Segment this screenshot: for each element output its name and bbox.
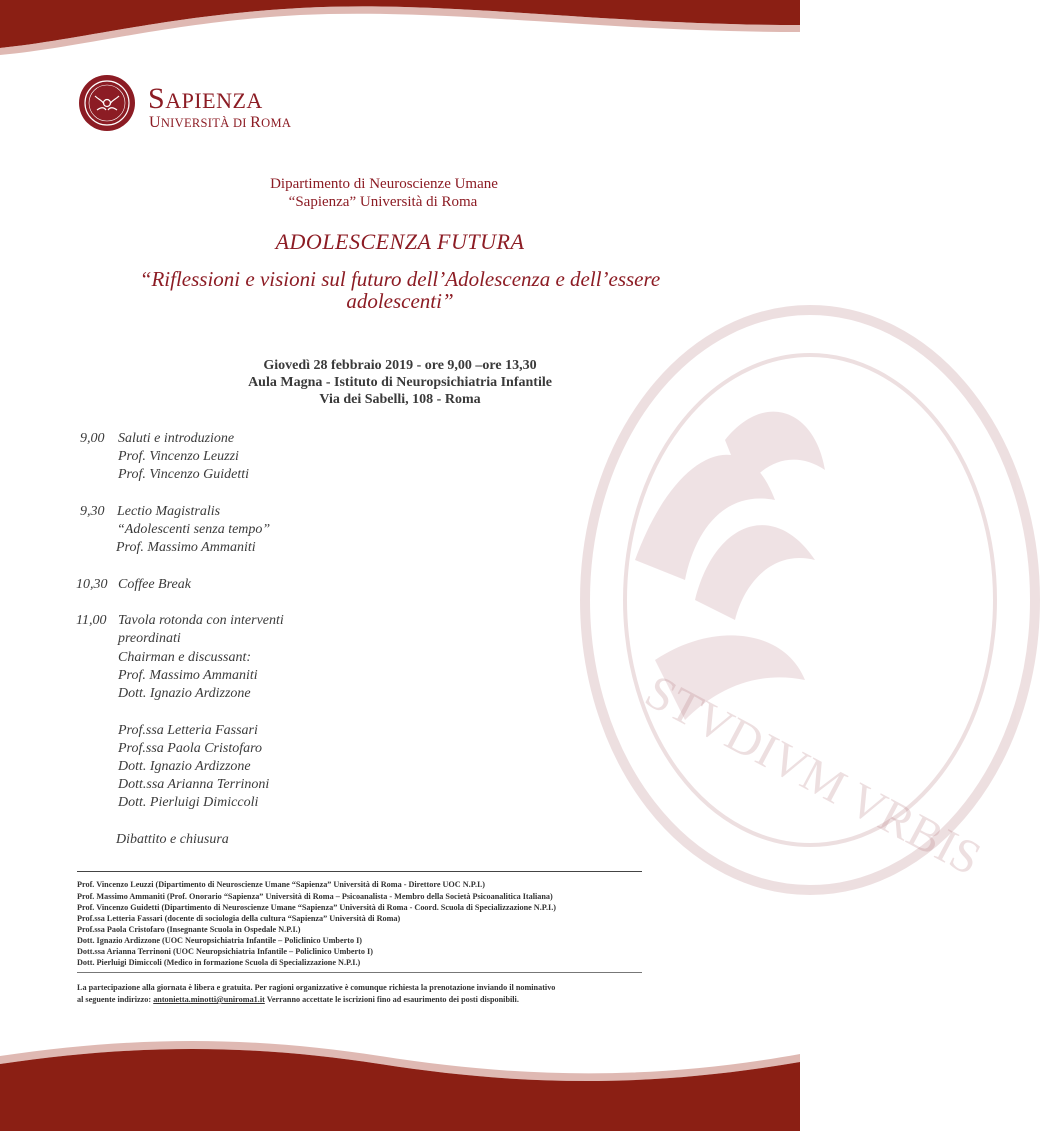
bottom-wave-decoration [0, 1026, 800, 1131]
event-datetime: Giovedì 28 febbraio 2019 - ore 9,00 –ore 13,30 [263, 358, 537, 373]
session-1-speaker-1: Prof. Vincenzo Leuzzi [118, 449, 239, 464]
separator-line-2 [77, 972, 642, 973]
registration-note [77, 982, 657, 1006]
event-title: ADOLESCENZA FUTURA [275, 229, 525, 254]
department-line1: Dipartimento di Neuroscienze Umane [270, 176, 498, 192]
session-4-chair-2: Dott. Ignazio Ardizzone [118, 686, 251, 701]
session-4-time: 11,00 [76, 613, 107, 628]
department-line2: “Sapienza” Università di Roma [288, 194, 478, 210]
logo-subtitle [149, 114, 291, 132]
event-subtitle-line2: adolescenti” [346, 289, 454, 313]
event-subtitle-line1: “Riflessioni e visioni sul futuro dell’Adolescenza e dell’essere [139, 267, 661, 291]
logo-subtitle-initial2: R [250, 114, 262, 131]
footnote-3: Prof. Vincenzo Guidetti (Dipartimento di Neuroscienze Umane “Sapienza” Università di Roma - Coord. Scuola di Specializzazione N.P.I.) [77, 903, 557, 912]
event-subtitle [100, 268, 700, 312]
separator-line [77, 871, 642, 872]
session-1-time: 9,00 [80, 431, 105, 446]
logo-name [148, 82, 263, 116]
registration-note-pre: al seguente indirizzo: [77, 995, 152, 1004]
footnote-2: Prof. Massimo Ammaniti (Prof. Onorario “Sapienza” Università di Roma – Psicoanalista - Membro della Società Psicoanalitica Italiana) [77, 892, 553, 901]
session-2-speaker: Prof. Massimo Ammaniti [116, 540, 256, 555]
footnote-4: Prof.ssa Letteria Fassari (docente di sociologia della cultura “Sapienza” Università di Roma) [77, 914, 401, 923]
logo-subtitle-rest: NIVERSITÀ DI [160, 116, 251, 130]
watermark-text: STVDIVM VRBIS [636, 664, 990, 886]
session-4-chair-label: Chairman e discussant: [118, 650, 251, 665]
logo-subtitle-rest2: OMA [261, 116, 292, 130]
closing-session: Dibattito e chiusura [116, 832, 229, 847]
registration-note-line1: La partecipazione alla giornata è libera e gratuita. Per ragioni organizzative è comunque richiesta la prenotazione inviando il nominativo [77, 983, 556, 992]
logo-name-initial: S [148, 82, 166, 115]
footnote-8: Dott. Pierluigi Dimiccoli (Medico in formazione Scuola di Specializzazione N.P.I.) [77, 958, 361, 967]
sapienza-seal-icon [78, 74, 136, 132]
session-2-title: Lectio Magistralis [117, 504, 221, 519]
roundtable-speaker-4: Dott.ssa Arianna Terrinoni [118, 777, 270, 792]
session-4-chair-1: Prof. Massimo Ammaniti [118, 668, 258, 683]
roundtable-speaker-3: Dott. Ignazio Ardizzone [118, 759, 251, 774]
registration-note-line2 [77, 994, 657, 1006]
footnote-1: Prof. Vincenzo Leuzzi (Dipartimento di Neuroscienze Umane “Sapienza” Università di Roma - Direttore UOC N.P.I.) [77, 880, 485, 889]
session-3-time: 10,30 [76, 577, 108, 592]
session-1-title: Saluti e introduzione [118, 431, 235, 446]
session-2-time: 9,30 [80, 504, 105, 519]
session-4-title-cont: preordinati [118, 631, 181, 646]
top-wave-decoration [0, 0, 800, 70]
logo-subtitle-initial: U [149, 114, 161, 131]
event-address: Via dei Sabelli, 108 - Roma [319, 392, 481, 407]
footnote-6: Dott. Ignazio Ardizzone (UOC Neuropsichiatria Infantile – Policlinico Umberto I) [77, 936, 363, 945]
session-2-subtitle: “Adolescenti senza tempo” [117, 522, 271, 537]
session-1-speaker-2: Prof. Vincenzo Guidetti [118, 467, 250, 482]
session-4-title: Tavola rotonda con interventi [118, 613, 284, 628]
event-venue: Aula Magna - Istituto di Neuropsichiatria Infantile [248, 375, 552, 390]
registration-email-link[interactable]: antonietta.minotti@uniroma1.it [153, 995, 265, 1004]
roundtable-speaker-5: Dott. Pierluigi Dimiccoli [118, 795, 259, 810]
logo-name-rest: APIENZA [165, 88, 263, 113]
roundtable-speaker-1: Prof.ssa Letteria Fassari [118, 723, 258, 738]
registration-note-post: Verranno accettate le iscrizioni fino ad esaurimento dei posti disponibili. [266, 995, 519, 1004]
session-3-title: Coffee Break [118, 577, 191, 592]
roundtable-speaker-2: Prof.ssa Paola Cristofaro [118, 741, 263, 756]
footnote-5: Prof.ssa Paola Cristofaro (Insegnante Scuola in Ospedale N.P.I.) [77, 925, 301, 934]
footnote-7: Dott.ssa Arianna Terrinoni (UOC Neuropsichiatria Infantile – Policlinico Umberto I) [77, 947, 373, 956]
